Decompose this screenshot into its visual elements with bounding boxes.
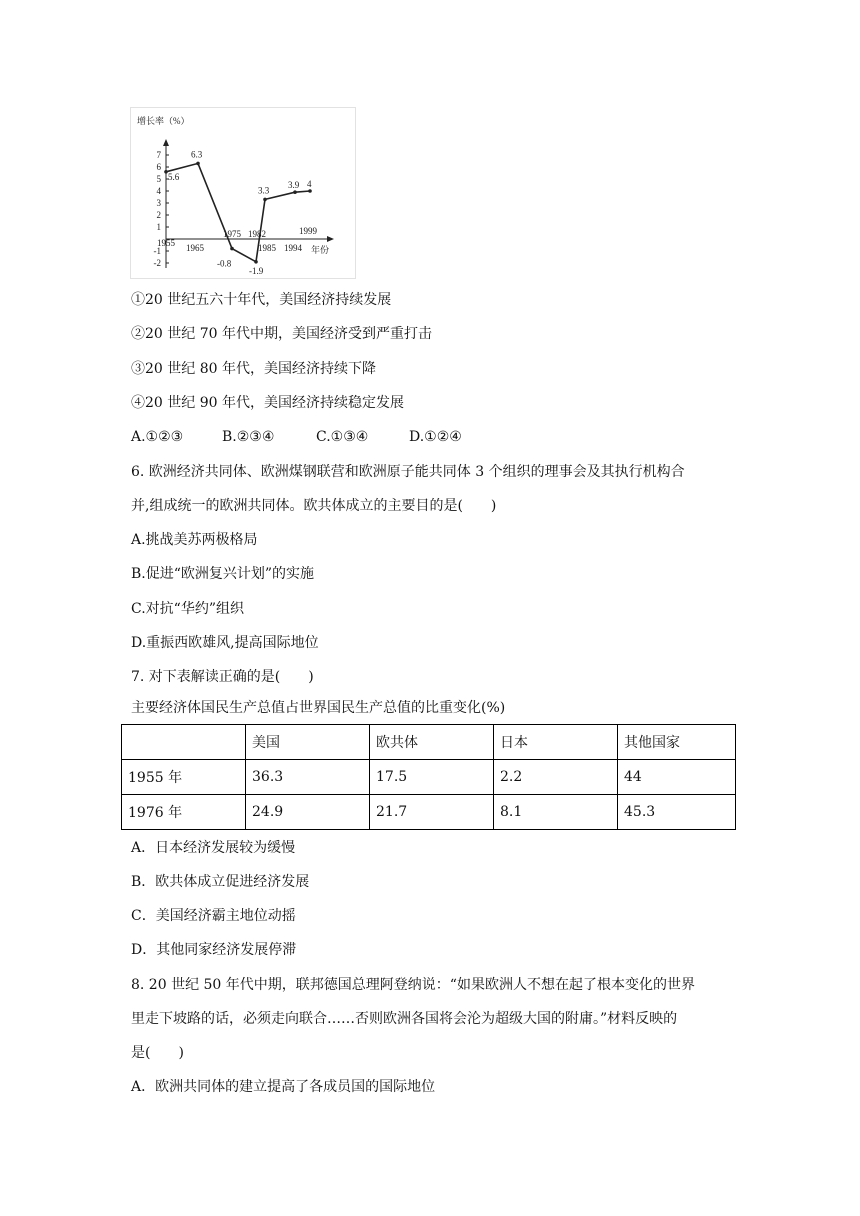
data-point	[254, 260, 258, 264]
data-point	[263, 198, 267, 202]
y-tick-label: 2	[156, 210, 161, 220]
x-tick-label: 1999	[299, 226, 317, 236]
y-tick-label: 5	[156, 174, 161, 184]
gnp-share-table	[121, 724, 736, 830]
growth-rate-chart	[130, 107, 356, 279]
q6-option-a[interactable]: A.挑战美苏两极格局	[131, 532, 258, 548]
x-tick-label: 1994	[284, 243, 302, 253]
table-header-row	[122, 725, 736, 760]
q5-options	[131, 427, 462, 447]
y-tick-label: 1	[156, 222, 161, 232]
data-label: 3.3	[258, 185, 270, 196]
q5-option-a[interactable]: A.①②③	[131, 429, 184, 445]
x-tick-label: 1982	[248, 229, 266, 239]
table-row	[122, 760, 736, 795]
q7-stem: 7. 对下表解读正确的是( )	[131, 669, 314, 685]
table-header-cell: 日本	[494, 725, 618, 760]
table-cell: 17.5	[370, 760, 494, 795]
data-label: 3.9	[288, 180, 300, 191]
y-tick-label: 4	[156, 186, 161, 196]
data-label: -0.8	[217, 258, 232, 269]
data-label: 5.6	[168, 171, 180, 182]
y-tick-label: 6	[156, 162, 161, 172]
table-row	[122, 795, 736, 830]
data-label: -1.9	[249, 265, 264, 276]
q7-option-a[interactable]: A．日本经济发展较为缓慢	[131, 840, 296, 856]
data-point	[308, 189, 312, 193]
q5-option-c[interactable]: C.①③④	[316, 429, 369, 445]
statement-4: ④20 世纪 90 年代，美国经济持续稳定发展	[131, 395, 404, 411]
statement-3: ③20 世纪 80 年代，美国经济持续下降	[131, 361, 376, 377]
data-point	[293, 190, 297, 194]
table-header-cell	[122, 725, 246, 760]
y-axis-arrow	[163, 139, 169, 146]
x-tick-label: 1975	[223, 229, 241, 239]
q6-option-c[interactable]: C.对抗“华约”组织	[131, 601, 244, 617]
statement-2: ②20 世纪 70 年代中期，美国经济受到严重打击	[131, 326, 432, 342]
table-cell: 8.1	[494, 795, 618, 830]
x-tick-label: 1985	[258, 243, 276, 253]
q8-stem-line2: 里走下坡路的话，必须走向联合……否则欧洲各国将会沦为超级大国的附庸。”材料反映的	[131, 1011, 678, 1027]
q7-option-c[interactable]: C．美国经济霸主地位动摇	[131, 908, 296, 924]
q7-table-caption: 主要经济体国民生产总值占世界国民生产总值的比重变化(%)	[131, 700, 506, 716]
statement-1: ①20 世纪五六十年代，美国经济持续发展	[131, 292, 392, 308]
y-tick-label: -2	[153, 258, 161, 268]
table-cell: 45.3	[618, 795, 736, 830]
table-header-cell: 美国	[246, 725, 370, 760]
q8-option-a[interactable]: A．欧洲共同体的建立提高了各成员国的国际地位	[131, 1079, 436, 1095]
q5-option-b[interactable]: B.②③④	[222, 429, 275, 445]
table-cell: 21.7	[370, 795, 494, 830]
x-tick-label: 1965	[186, 243, 204, 253]
chart-svg	[131, 108, 355, 278]
data-label: 6.3	[191, 149, 203, 160]
y-tick-label: -1	[153, 246, 161, 256]
q8-stem-line1: 8. 20 世纪 50 年代中期，联邦德国总理阿登纳说：“如果欧洲人不想在起了根本变化的世界	[131, 977, 695, 993]
y-axis-label: 增长率（%）	[137, 116, 190, 126]
table-cell: 1976 年	[122, 795, 246, 830]
x-axis-label: 年份	[311, 245, 330, 255]
data-label: 4	[307, 179, 312, 189]
q6-stem-line1: 6. 欧洲经济共同体、欧洲煤钢联营和欧洲原子能共同体 3 个组织的理事会及其执行机构合	[131, 464, 685, 480]
table-header-cell: 其他国家	[618, 725, 736, 760]
table-cell: 36.3	[246, 760, 370, 795]
y-tick-label: 3	[156, 198, 161, 208]
q8-stem-line3: 是( )	[131, 1045, 184, 1061]
q7-option-d[interactable]: D．其他同家经济发展停滞	[131, 942, 297, 958]
data-point	[196, 162, 200, 166]
table-cell: 44	[618, 760, 736, 795]
y-tick-label: 7	[156, 150, 161, 160]
table-cell: 2.2	[494, 760, 618, 795]
x-axis-arrow	[327, 236, 334, 242]
data-point	[230, 247, 234, 251]
table-cell: 1955 年	[122, 760, 246, 795]
q6-option-b[interactable]: B.促进“欧洲复兴计划”的实施	[131, 566, 315, 582]
q6-option-d[interactable]: D.重振西欧雄风,提高国际地位	[131, 635, 319, 651]
table-header-cell: 欧共体	[370, 725, 494, 760]
table-cell: 24.9	[246, 795, 370, 830]
q6-stem-line2: 并,组成统一的欧洲共同体。欧共体成立的主要目的是( )	[131, 498, 497, 514]
q5-option-d[interactable]: D.①②④	[409, 429, 462, 445]
x-tick-label: 1955	[157, 238, 175, 248]
q7-option-b[interactable]: B．欧共体成立促进经济发展	[131, 874, 310, 890]
